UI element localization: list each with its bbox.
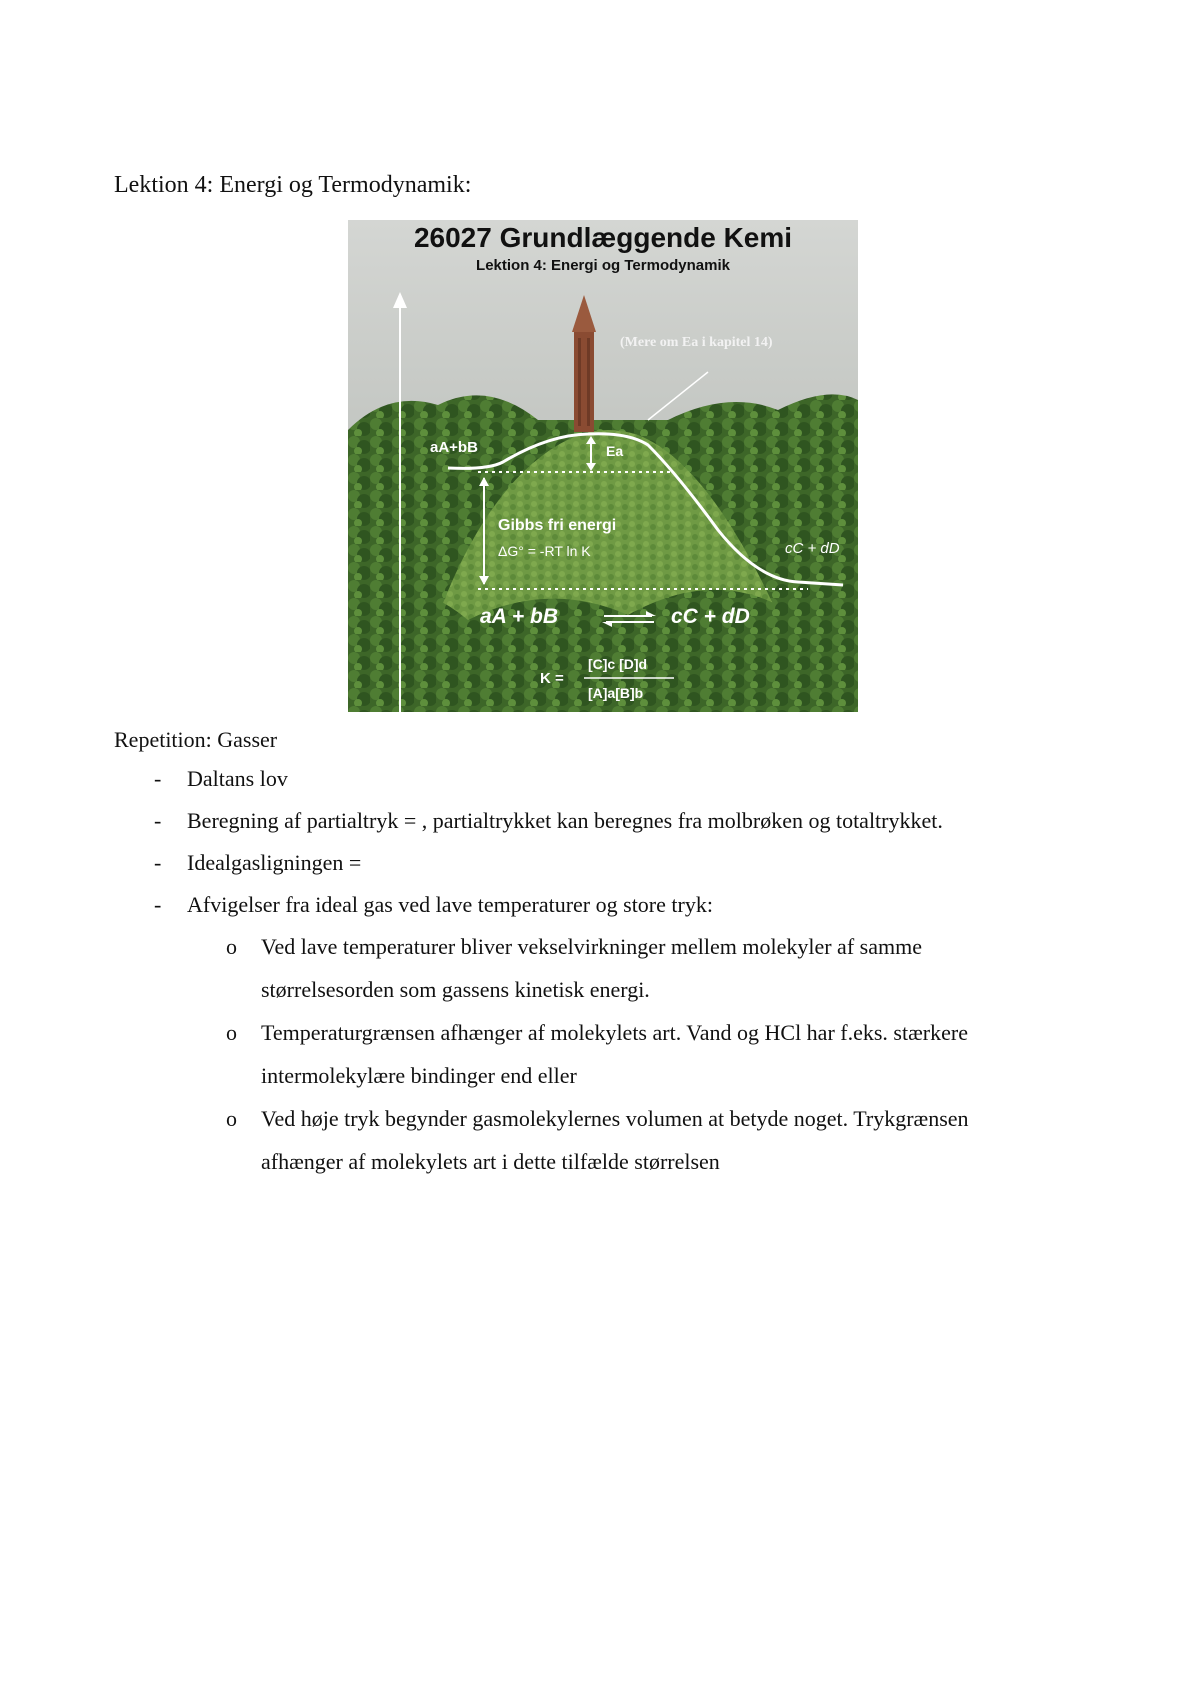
reactants-label: aA+bB: [430, 439, 478, 456]
k-numerator: [C]c [D]d: [588, 656, 648, 672]
dash-marker: -: [154, 808, 162, 833]
bullet-text: Idealgasligningen =: [187, 850, 362, 875]
page-title: Lektion 4: Energi og Termodynamik:: [114, 172, 472, 198]
k-label: K =: [540, 670, 564, 687]
equation-left: aA + bB: [480, 605, 558, 628]
sub-list-item: [114, 1014, 1074, 1100]
lecture-figure: [348, 220, 858, 712]
figure-subheading: Lektion 4: Energi og Termodynamik: [476, 257, 730, 274]
sub-list-item: [114, 1100, 1074, 1186]
ea-note: (Mere om Ea i kapitel 14): [620, 335, 773, 350]
section-heading: Repetition: Gasser: [114, 727, 278, 752]
circle-marker: o: [226, 1106, 237, 1131]
energy-diagram: [348, 220, 858, 712]
bullet-text: Afvigelser fra ideal gas ved lave temperaturer og store tryk:: [187, 892, 713, 917]
dash-marker: -: [154, 766, 162, 791]
dash-marker: -: [154, 892, 162, 917]
sub-bullet-text: størrelsesorden som gassens kinetisk energi.: [261, 977, 650, 1002]
list-item: [114, 886, 1074, 928]
gibbs-label: Gibbs fri energi: [498, 517, 617, 534]
list-item: [114, 802, 1074, 844]
sub-bullet-text: Ved høje tryk begynder gasmolekylernes volumen at betyde noget. Trykgrænsen: [261, 1106, 969, 1131]
dash-marker: -: [154, 850, 162, 875]
gibbs-formula: ΔG° = -RT ln K: [498, 543, 591, 559]
sub-list-item: [114, 928, 1074, 1014]
bullet-list: [114, 760, 1074, 1186]
list-item: [114, 844, 1074, 886]
k-denominator: [A]a[B]b: [588, 685, 644, 701]
ea-label: Ea: [606, 443, 624, 459]
circle-marker: o: [226, 934, 237, 959]
products-label: cC + dD: [785, 540, 840, 557]
bullet-text: Daltans lov: [187, 766, 288, 791]
list-item: [114, 760, 1074, 802]
circle-marker: o: [226, 1020, 237, 1045]
bullet-text: Beregning af partialtryk = , partialtrykket kan beregnes fra molbrøken og totaltrykket.: [187, 808, 943, 833]
sub-bullet-text: Ved lave temperaturer bliver vekselvirkninger mellem molekyler af samme: [261, 934, 922, 959]
sub-bullet-text: intermolekylære bindinger end eller: [261, 1063, 577, 1088]
sub-bullet-text: afhænger af molekylets art i dette tilfælde størrelsen: [261, 1149, 720, 1174]
equation-right: cC + dD: [671, 605, 750, 628]
sub-bullet-text: Temperaturgrænsen afhænger af molekylets art. Vand og HCl har f.eks. stærkere: [261, 1020, 968, 1045]
figure-heading: 26027 Grundlæggende Kemi: [413, 222, 793, 253]
